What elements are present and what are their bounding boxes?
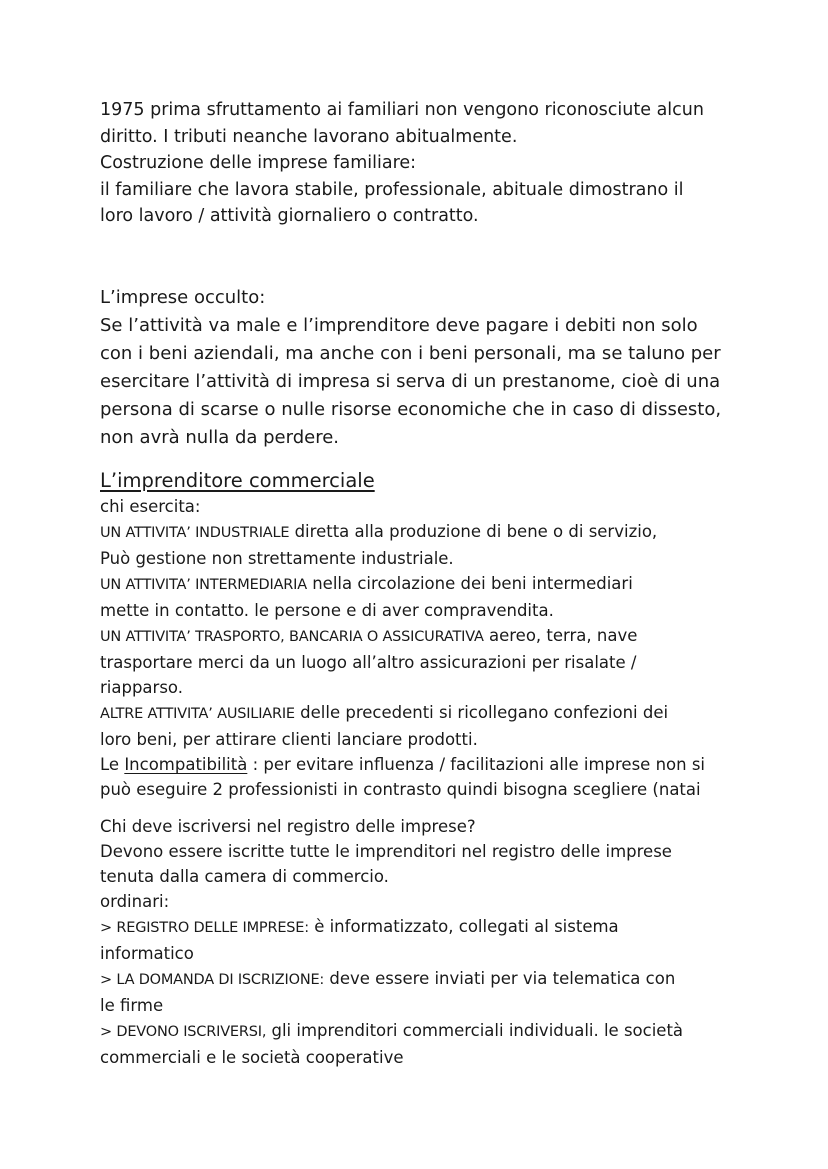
item-keyword: ALTRE ATTIVITA’ AUSILIARIE xyxy=(100,706,295,722)
item-keyword: UN ATTIVITA’ INTERMEDIARIA xyxy=(100,577,307,593)
intro-line: 1975 prima sfruttamento ai familiari non vengono riconosciute alcun xyxy=(100,100,704,120)
list-item-continuation: mette in contatto. le persone e di aver compravendita. xyxy=(100,601,554,620)
list-item-continuation: riapparso. xyxy=(100,678,183,697)
bullet-item: > REGISTRO DELLE IMPRESE: è informatizzato, collegati al sistema xyxy=(100,917,619,936)
item-keyword: UN ATTIVITA’ TRASPORTO, BANCARIA O ASSICURATIVA xyxy=(100,629,484,645)
registro-line: tenuta dalla camera di commercio. xyxy=(100,867,389,886)
bullet-keyword: > REGISTRO DELLE IMPRESE: xyxy=(100,920,309,936)
list-item: UN ATTIVITA’ TRASPORTO, BANCARIA O ASSICURATIVA aereo, terra, nave xyxy=(100,626,638,645)
occulto-line: Se l’attività va male e l’imprenditore deve pagare i debiti non solo xyxy=(100,315,698,336)
bullet-keyword: > DEVONO ISCRIVERSI, xyxy=(100,1024,267,1040)
occulto-line: esercitare l’attività di impresa si serva di un prestanome, cioè di una xyxy=(100,371,721,392)
list-item: UN ATTIVITA’ INDUSTRIALE diretta alla produzione di bene o di servizio, xyxy=(100,522,658,541)
commerciale-section xyxy=(100,468,750,802)
registro-question: Chi deve iscriversi nel registro delle imprese? xyxy=(100,817,476,836)
bullet-continuation: le firme xyxy=(100,996,164,1015)
intro-line: diritto. I tributi neanche lavorano abitualmente. xyxy=(100,126,518,147)
list-item: ALTRE ATTIVITA’ AUSILIARIE delle precedenti si ricollegano confezioni dei xyxy=(100,703,669,722)
list-item: UN ATTIVITA’ INTERMEDIARIA nella circolazione dei beni intermediari xyxy=(100,574,633,593)
subtitle: chi esercita: xyxy=(100,497,201,516)
intro-line: loro lavoro / attività giornaliero o contratto. xyxy=(100,206,479,226)
list-item-continuation: Può gestione non strettamente industriale. xyxy=(100,549,454,568)
intro-line: Costruzione delle imprese familiare: xyxy=(100,153,417,173)
incompatibilita-line: Le Incompatibilità : per evitare influenza / facilitazioni alle imprese non si xyxy=(100,755,706,774)
bullet-keyword: > LA DOMANDA DI ISCRIZIONE: xyxy=(100,972,325,988)
section-title: L’imprenditore commerciale xyxy=(100,469,375,492)
incompatibilita-term: Incompatibilità xyxy=(124,755,248,774)
intro-line: il familiare che lavora stabile, professionale, abituale dimostrano il xyxy=(100,179,684,200)
bullet-item: > DEVONO ISCRIVERSI, gli imprenditori commerciali individuali. le società xyxy=(100,1021,684,1040)
occulto-heading: L’imprese occulto: xyxy=(100,287,266,308)
registro-line: Devono essere iscritte tutte le imprenditori nel registro delle imprese xyxy=(100,842,672,861)
incompatibilita-continuation: può eseguire 2 professionisti in contrasto quindi bisogna scegliere (natai xyxy=(100,780,701,799)
occulto-line: persona di scarse o nulle risorse economiche che in caso di dissesto, xyxy=(100,399,722,420)
occulto-section xyxy=(100,284,750,452)
intro-paragraph xyxy=(100,97,750,230)
bullet-continuation: commerciali e le società cooperative xyxy=(100,1048,404,1067)
occulto-line: non avrà nulla da perdere. xyxy=(100,427,340,448)
list-item-continuation: loro beni, per attirare clienti lanciare prodotti. xyxy=(100,730,478,749)
bullet-continuation: informatico xyxy=(100,944,194,963)
item-keyword: UN ATTIVITA’ INDUSTRIALE xyxy=(100,525,290,541)
occulto-line: con i beni aziendali, ma anche con i beni personali, ma se taluno per xyxy=(100,343,721,364)
registro-section xyxy=(100,814,750,1070)
list-item-continuation: trasportare merci da un luogo all’altro assicurazioni per risalate / xyxy=(100,653,637,672)
bullet-item: > LA DOMANDA DI ISCRIZIONE: deve essere inviati per via telematica con xyxy=(100,969,676,988)
registro-ordinari: ordinari: xyxy=(100,892,170,911)
